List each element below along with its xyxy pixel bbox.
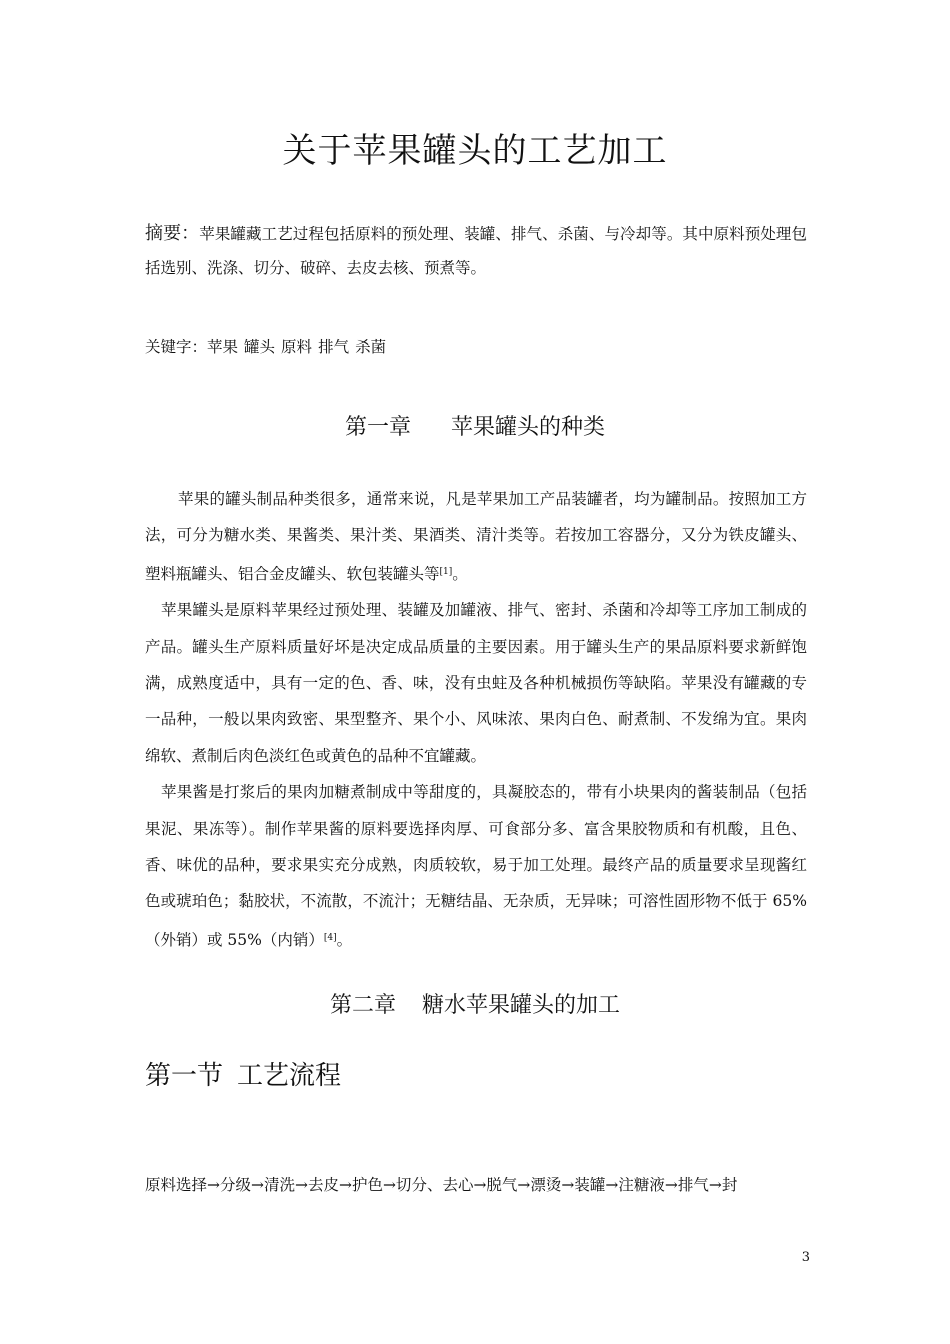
section-1-title: 工艺流程 — [237, 1061, 342, 1091]
process-flow: 原料选择→分级→清洗→去皮→护色→切分、去心→脱气→漂烫→装罐→注糖液→排气→封 — [145, 1176, 738, 1194]
page-number: 3 — [801, 1250, 810, 1265]
chapter-2-number: 第二章 — [329, 993, 396, 1018]
keywords — [145, 331, 807, 363]
section-1-number: 第一节 — [145, 1061, 224, 1091]
keyword-item: 苹果 — [207, 338, 239, 356]
chapter-1-heading — [0, 410, 950, 446]
keywords-label: 关键字： — [145, 338, 208, 356]
keyword-item: 原料 — [281, 338, 313, 356]
paragraph-end: 。 — [452, 564, 468, 583]
paragraph-text: 苹果的罐头制品种类很多，通常来说，凡是苹果加工产品装罐者，均为罐制品。按照加工方法，可分为糖水类、果酱类、果汁类、果酒类、清汁类等。若按加工容器分，又分为铁皮罐头、塑料瓶罐头、铝合金皮罐头、软包装罐头等 — [145, 490, 807, 583]
chapter-1-body — [145, 481, 807, 958]
abstract-text: 苹果罐藏工艺过程包括原料的预处理、装罐、排气、杀菌、与冷却等。其中原料预处理包括选别、洗涤、切分、破碎、去皮去核、预煮等。 — [145, 225, 807, 277]
keyword-item: 杀菌 — [355, 338, 387, 356]
keyword-item: 排气 — [318, 338, 350, 356]
paragraph-text: 苹果罐头是原料苹果经过预处理、装罐及加罐液、排气、密封、杀菌和冷却等工序加工制成的产品。罐头生产原料质量好坏是决定成品质量的主要因素。用于罐头生产的果品原料要求新鲜饱满，成熟度适中，具有一定的色、香、味，没有虫蛀及各种机械损伤等缺陷。苹果没有罐藏的专一品种，一般以果肉致密、果型整齐、果个小、风味浓、果肉白色、耐煮制、不发绵为宜。果肉绵软、煮制后肉色淡红色或黄色的品种不宜罐藏。 — [145, 601, 807, 765]
abstract-label: 摘要： — [145, 223, 200, 244]
citation-ref: [4] — [323, 932, 337, 943]
chapter-2-title: 糖水苹果罐头的加工 — [422, 993, 621, 1018]
keyword-item: 罐头 — [244, 338, 276, 356]
chapter-2-heading — [0, 988, 950, 1024]
document-title: 关于苹果罐头的工艺加工 — [282, 131, 668, 171]
paragraph — [145, 481, 807, 592]
citation-ref: [1] — [439, 566, 453, 577]
paragraph-end: 。 — [336, 930, 353, 949]
abstract — [145, 217, 807, 285]
paragraph — [145, 774, 807, 958]
paragraph — [145, 592, 807, 774]
chapter-1-title: 苹果罐头的种类 — [451, 415, 606, 440]
paragraph-text: 苹果酱是打浆后的果肉加糖煮制成中等甜度的，具凝胶态的，带有小块果肉的酱装制品（包括果泥、果冻等）。制作苹果酱的原料要选择肉厚、可食部分多、富含果胶物质和有机酸，且色、香、味优的品种，要求果实充分成熟，肉质较软，易于加工处理。最终产品的质量要求呈现酱红色或琥珀色；黏胶状，不流散，不流汁；无糖结晶、无杂质，无异味；可溶性固形物不低于 65%（外销）或 55%（内销） — [145, 783, 807, 949]
chapter-1-number: 第一章 — [344, 415, 411, 440]
section-1-heading — [145, 1056, 341, 1096]
